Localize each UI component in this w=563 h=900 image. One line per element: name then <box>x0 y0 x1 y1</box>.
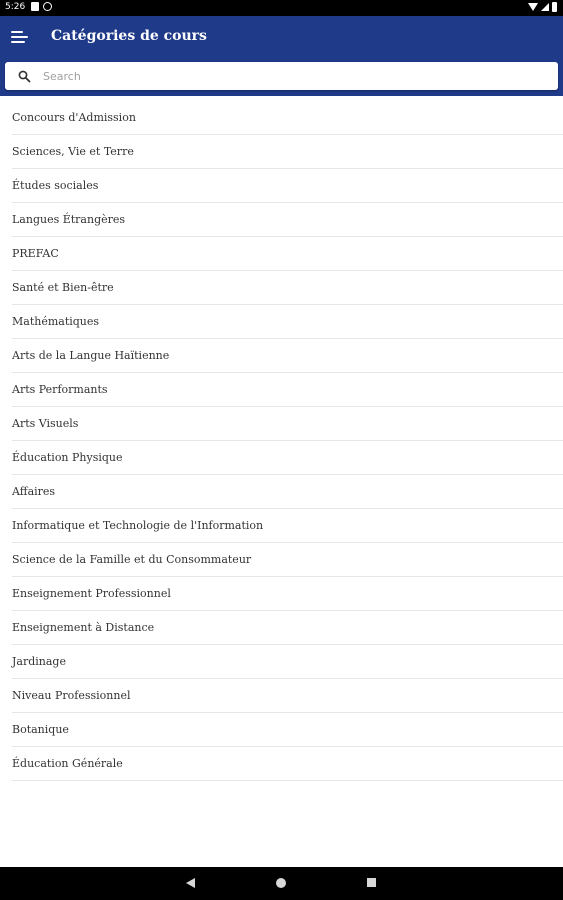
category-item[interactable]: Botanique <box>12 713 563 747</box>
category-item[interactable]: Arts Performants <box>12 373 563 407</box>
category-item[interactable]: Niveau Professionnel <box>12 679 563 713</box>
category-item[interactable]: Sciences, Vie et Terre <box>12 135 563 169</box>
recents-icon[interactable] <box>367 878 376 887</box>
back-icon[interactable] <box>186 878 195 888</box>
search-input[interactable] <box>43 66 543 86</box>
wifi-icon <box>528 3 538 11</box>
category-item[interactable]: Enseignement à Distance <box>12 611 563 645</box>
category-item[interactable]: Enseignement Professionnel <box>12 577 563 611</box>
category-item[interactable]: Éducation Physique <box>12 441 563 475</box>
home-icon[interactable] <box>276 878 286 888</box>
status-time: 5:26 <box>5 2 26 12</box>
notification-icon <box>31 2 39 11</box>
category-item[interactable]: Informatique et Technologie de l'Information <box>12 509 563 543</box>
category-item[interactable]: Études sociales <box>12 169 563 203</box>
app-bar <box>0 16 563 96</box>
battery-icon <box>552 2 557 12</box>
category-item[interactable]: Éducation Générale <box>12 747 563 781</box>
category-item[interactable]: Arts Visuels <box>12 407 563 441</box>
category-item[interactable]: Mathématiques <box>12 305 563 339</box>
menu-icon[interactable] <box>11 31 28 44</box>
search-icon <box>18 70 31 83</box>
sync-icon <box>43 2 52 11</box>
signal-icon <box>541 3 549 11</box>
status-bar <box>0 0 563 16</box>
category-item[interactable]: PREFAC <box>12 237 563 271</box>
category-list <box>0 101 563 781</box>
category-item[interactable]: Concours d'Admission <box>12 101 563 135</box>
navigation-bar <box>0 867 563 900</box>
category-item[interactable]: Arts de la Langue Haïtienne <box>12 339 563 373</box>
category-item[interactable]: Science de la Famille et du Consommateur <box>12 543 563 577</box>
category-item[interactable]: Santé et Bien-être <box>12 271 563 305</box>
category-item[interactable]: Jardinage <box>12 645 563 679</box>
page-title: Catégories de cours <box>51 28 207 44</box>
category-item[interactable]: Langues Étrangères <box>12 203 563 237</box>
category-item[interactable]: Affaires <box>12 475 563 509</box>
search-bar[interactable] <box>5 62 558 90</box>
